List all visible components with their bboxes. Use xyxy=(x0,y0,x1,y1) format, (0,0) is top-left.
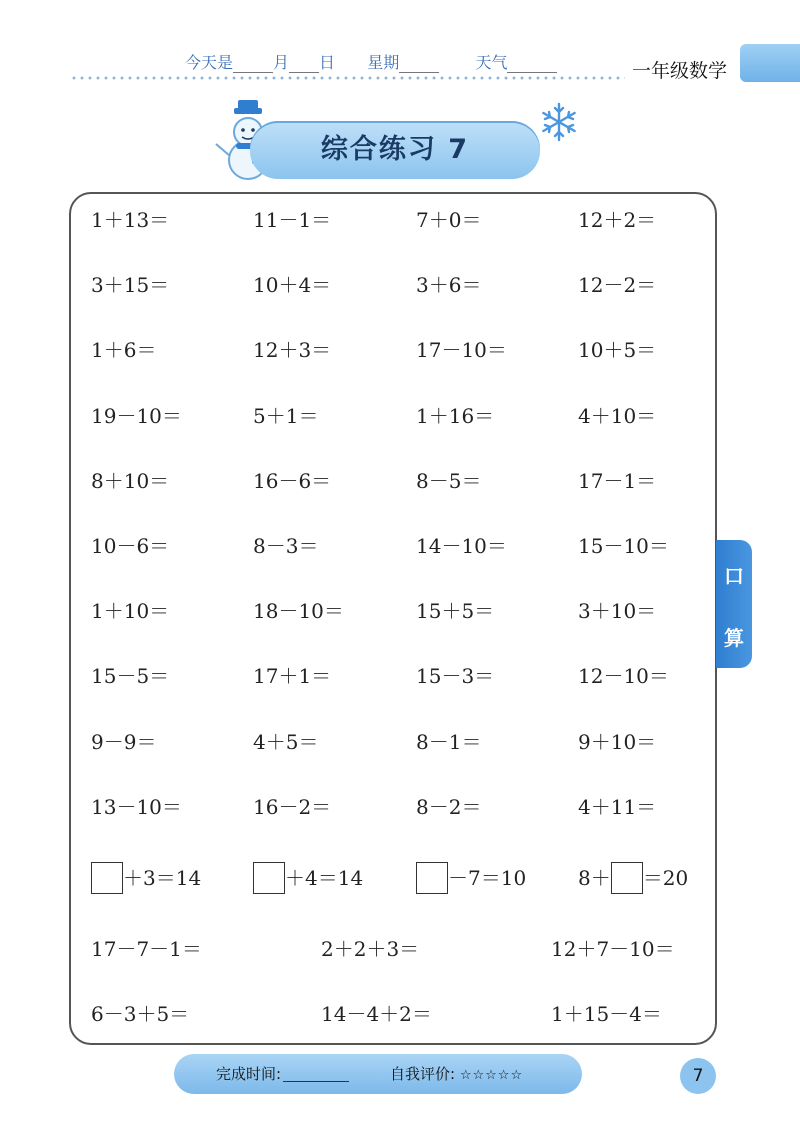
problem-item: 18－10＝ xyxy=(253,599,344,623)
page-title: 综合练习 7 xyxy=(320,134,470,165)
problem-item: 8－2＝ xyxy=(416,795,482,819)
mixed-problem-item: 12＋7－10＝ xyxy=(551,937,675,961)
problem-item: 19－10＝ xyxy=(91,404,182,428)
problem-item: 12＋3＝ xyxy=(253,338,332,362)
problem-item: 4＋10＝ xyxy=(578,404,657,428)
answer-box[interactable] xyxy=(416,862,448,894)
corner-tab xyxy=(740,44,800,82)
mixed-problem-item: 2＋2＋3＝ xyxy=(321,937,420,961)
problem-item: 11－1＝ xyxy=(253,208,332,232)
problem-item: 1＋6＝ xyxy=(91,338,157,362)
mixed-problem-item: 1＋15－4＝ xyxy=(551,1002,662,1026)
month-blank[interactable] xyxy=(233,56,273,73)
blank-problem-item xyxy=(416,864,526,894)
date-line xyxy=(185,50,557,73)
problem-item: 10＋5＝ xyxy=(578,338,657,362)
problem-item: 14－10＝ xyxy=(416,534,507,558)
problem-item: 3＋6＝ xyxy=(416,273,482,297)
problem-item: 17－1＝ xyxy=(578,469,657,493)
problem-item: 13－10＝ xyxy=(91,795,182,819)
today-label: 今天是 xyxy=(185,53,234,72)
weather-label: 天气 xyxy=(475,53,508,72)
blank-problem-item xyxy=(91,864,201,894)
day-label: 日 xyxy=(319,53,336,72)
rating-stars[interactable]: ☆☆☆☆☆ xyxy=(459,1068,524,1083)
problem-item: 10－6＝ xyxy=(91,534,170,558)
day-blank[interactable] xyxy=(289,56,319,73)
problem-item: 9－9＝ xyxy=(91,730,157,754)
page-header xyxy=(70,40,800,90)
problem-item: 8－5＝ xyxy=(416,469,482,493)
mixed-problem-item: 17－7－1＝ xyxy=(91,937,202,961)
problem-item: 17＋1＝ xyxy=(253,664,332,688)
weather-blank[interactable] xyxy=(507,56,557,73)
answer-box[interactable] xyxy=(611,862,643,894)
problem-item: 1＋13＝ xyxy=(91,208,170,232)
problem-item: 3＋10＝ xyxy=(578,599,657,623)
problem-item: 1＋10＝ xyxy=(91,599,170,623)
problem-item: 1＋16＝ xyxy=(416,404,495,428)
problem-item: 15－5＝ xyxy=(91,664,170,688)
mixed-problem-item: 6－3＋5＝ xyxy=(91,1002,190,1026)
problem-item: 12－10＝ xyxy=(578,664,669,688)
problem-item: 4＋5＝ xyxy=(253,730,319,754)
problem-item: 8＋10＝ xyxy=(91,469,170,493)
title-banner xyxy=(250,121,540,179)
mixed-problem-item: 14－4＋2＝ xyxy=(321,1002,432,1026)
problem-item: 7＋0＝ xyxy=(416,208,482,232)
problem-item: 15－10＝ xyxy=(578,534,669,558)
problem-item: 9＋10＝ xyxy=(578,730,657,754)
side-tab xyxy=(716,540,752,668)
problem-item: 17－10＝ xyxy=(416,338,507,362)
side-tab-char-1: 口 xyxy=(724,564,744,588)
answer-box[interactable] xyxy=(91,862,123,894)
problem-after: ＝20 xyxy=(642,866,689,890)
page-number: 7 xyxy=(680,1058,716,1094)
problem-item: 16－6＝ xyxy=(253,469,332,493)
problem-item: 15＋5＝ xyxy=(416,599,495,623)
blank-problem-item xyxy=(578,864,688,894)
problem-item: 8－1＝ xyxy=(416,730,482,754)
problem-item: 12－2＝ xyxy=(578,273,657,297)
answer-box[interactable] xyxy=(253,862,285,894)
grade-label: 一年级数学 xyxy=(632,60,728,82)
problem-after: ＋4＝14 xyxy=(285,866,364,890)
completion-time-label: 完成时间: xyxy=(216,1065,282,1083)
blank-problem-item xyxy=(253,864,363,894)
self-evaluation-label: 自我评价: xyxy=(390,1065,456,1083)
side-tab-char-2: 算 xyxy=(724,626,744,650)
problem-after: －7＝10 xyxy=(448,866,527,890)
week-label: 星期 xyxy=(367,53,400,72)
completion-time-blank[interactable] xyxy=(283,1067,349,1082)
problem-item: 3＋15＝ xyxy=(91,273,170,297)
snowflake-icon xyxy=(537,100,581,144)
problem-after: ＋3＝14 xyxy=(123,866,202,890)
problem-item: 16－2＝ xyxy=(253,795,332,819)
problem-before: 8＋ xyxy=(578,866,611,890)
footer-bar xyxy=(174,1054,582,1094)
problem-item: 8－3＝ xyxy=(253,534,319,558)
problem-item: 12＋2＝ xyxy=(578,208,657,232)
worksheet-panel xyxy=(69,192,717,1045)
problem-item: 5＋1＝ xyxy=(253,404,319,428)
self-evaluation xyxy=(390,1054,523,1096)
problem-item: 4＋11＝ xyxy=(578,795,657,819)
week-blank[interactable] xyxy=(399,56,439,73)
dotted-divider xyxy=(70,76,625,80)
completion-time xyxy=(216,1054,349,1094)
month-label: 月 xyxy=(273,53,290,72)
problem-item: 15－3＝ xyxy=(416,664,495,688)
problem-item: 10＋4＝ xyxy=(253,273,332,297)
